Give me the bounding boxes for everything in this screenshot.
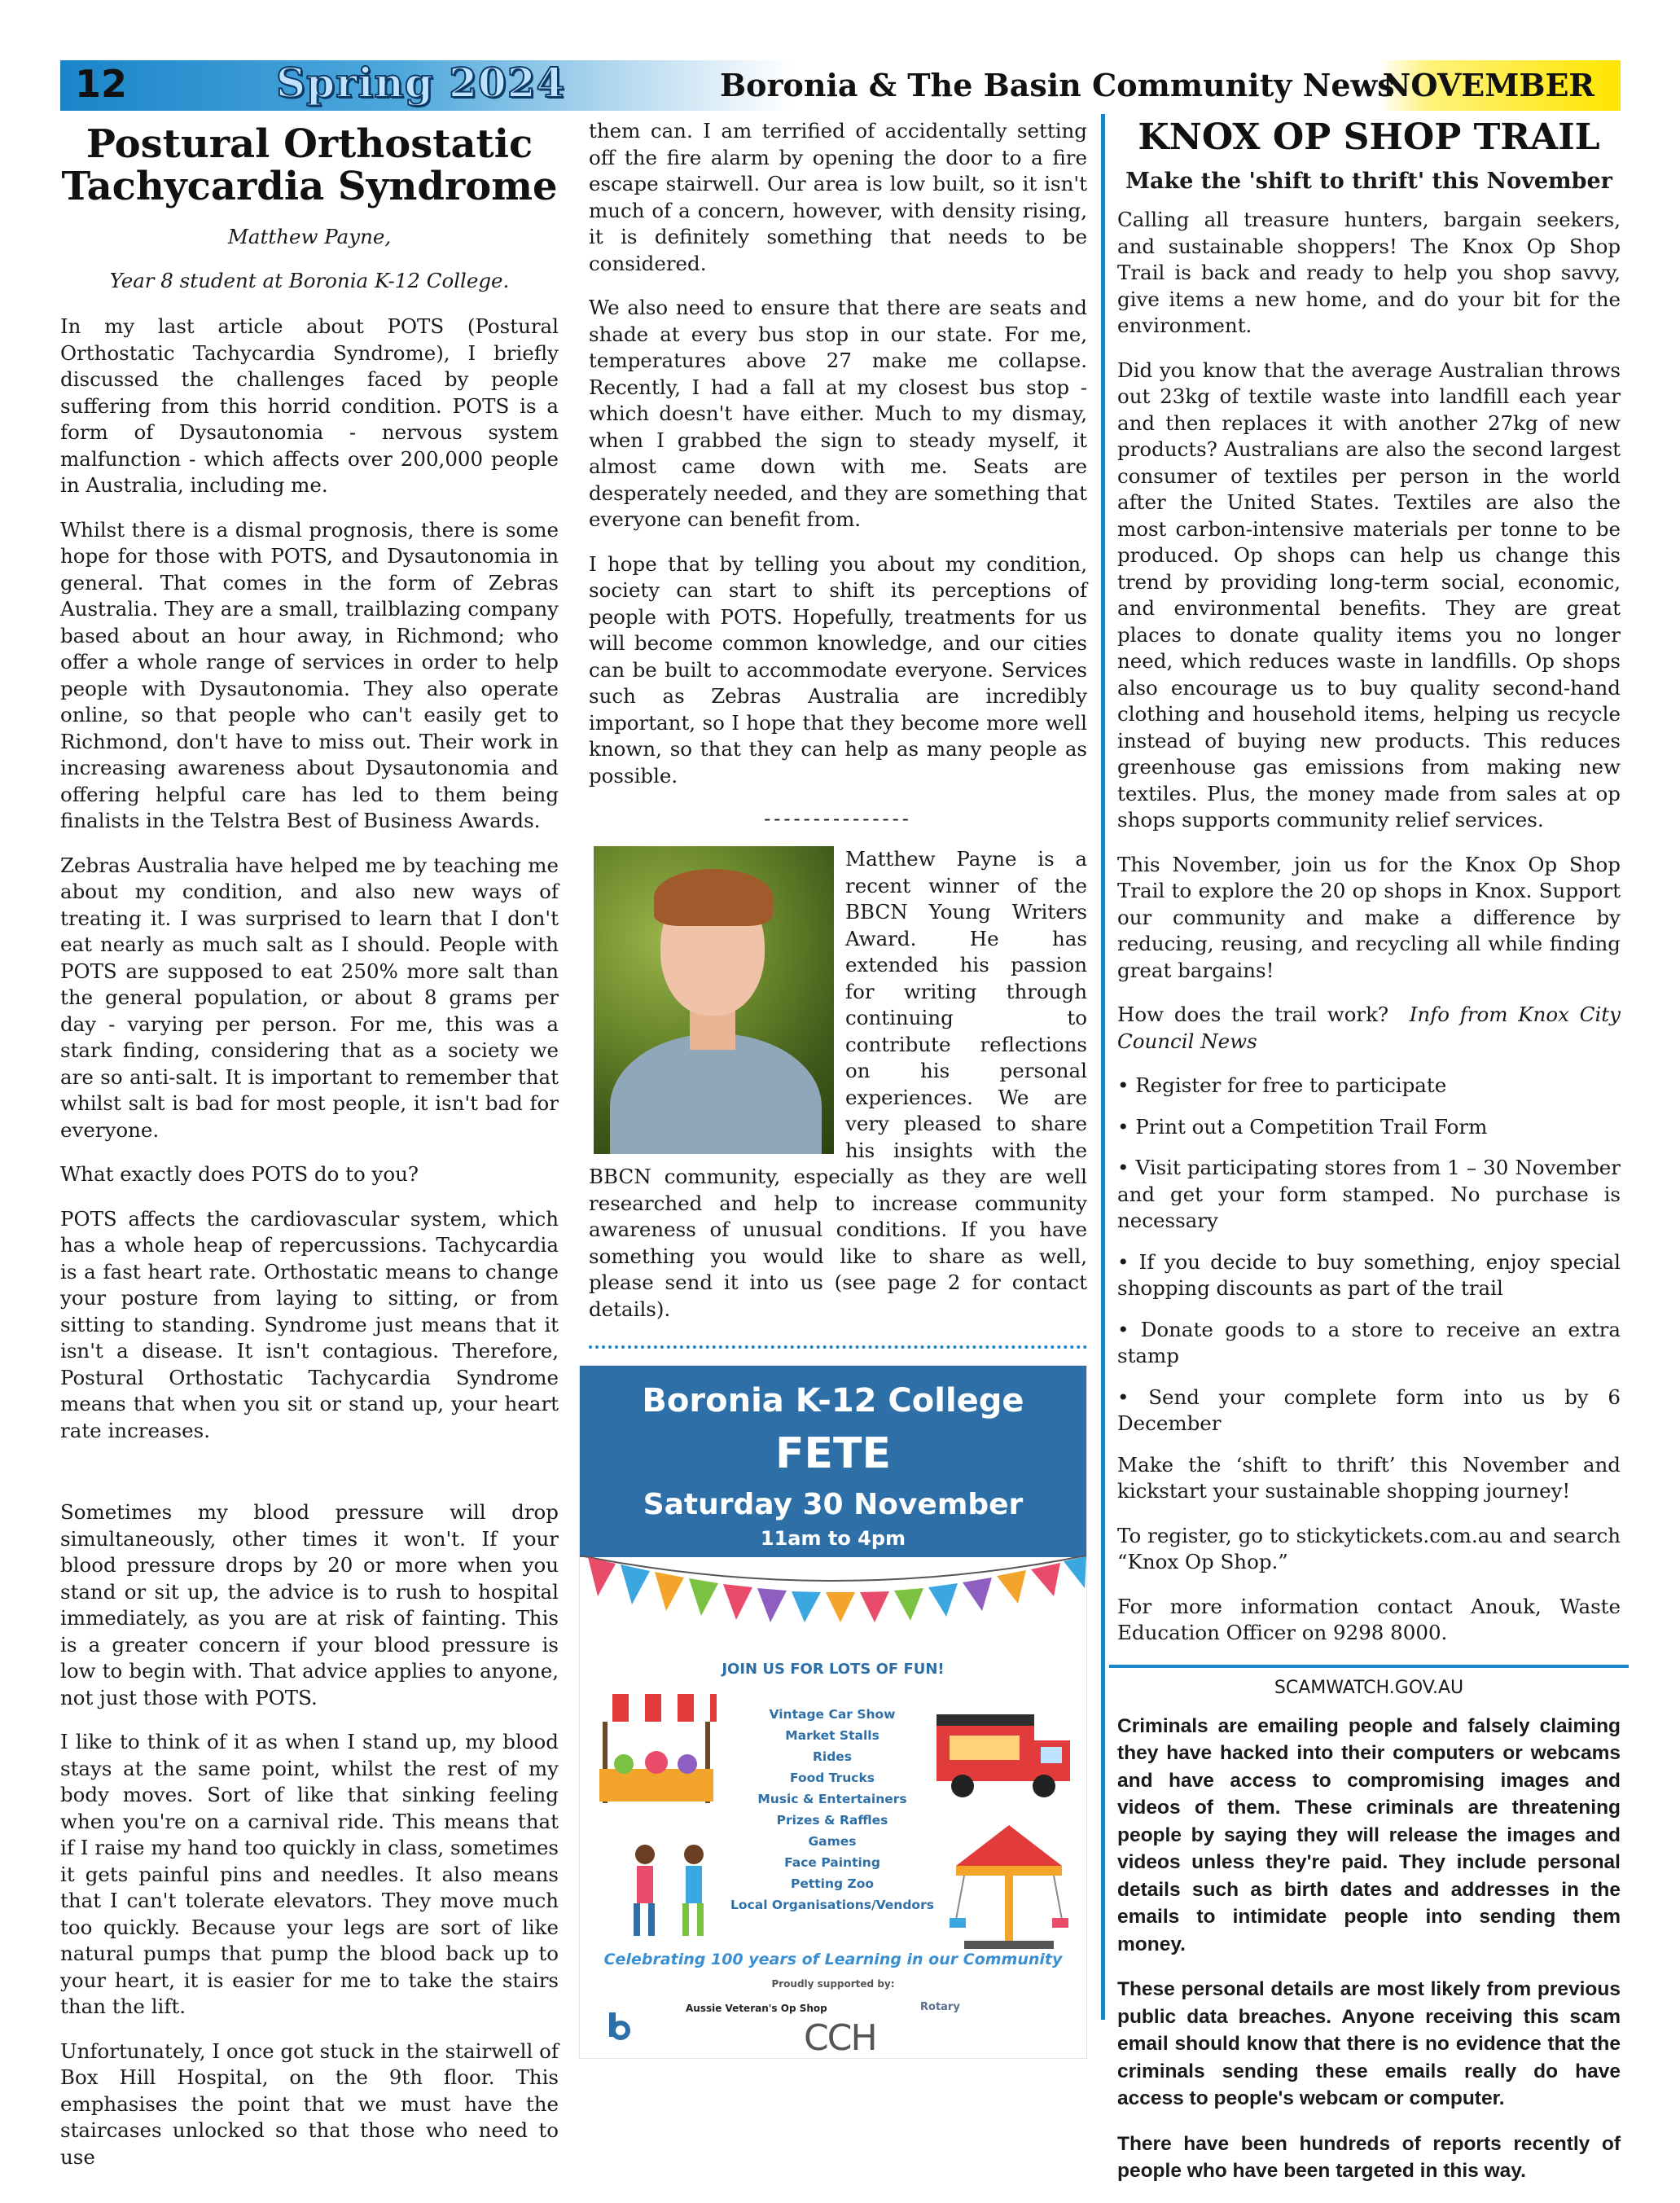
author-name: Matthew Payne, — [227, 225, 392, 248]
poster-time: 11am to 4pm — [760, 1527, 906, 1550]
activity: Music & Entertainers — [757, 1792, 907, 1806]
knox-article — [1117, 118, 1621, 2203]
activity: Rides — [812, 1749, 853, 1764]
poster-celebrating: Celebrating 100 years of Learning in our Community — [603, 1951, 1063, 1968]
scamwatch-title: SCAMWATCH.GOV.AU — [1274, 1677, 1464, 1698]
food-truck-graphic — [930, 1708, 1077, 1806]
activity: Face Painting — [784, 1855, 880, 1870]
article-title: Postural Orthostatic Tachycardia Syndrome — [61, 121, 558, 209]
how-source: Info from Knox City Council News — [1117, 1003, 1621, 1053]
paragraph: Sometimes my blood pressure will drop simultaneously, other times it won't. If your blood pressure drops by 20 or more when you stand or sit up, the advice is to rush to hospital immediately, as you are at risk of fainting. This is a greater concern if your blood pressure is low to begin with. That advice applies to anyone, not just those with POTS. — [60, 1500, 559, 1709]
activity: Prizes & Raffles — [776, 1813, 888, 1828]
scamwatch-body — [1117, 1713, 1621, 2185]
list-item: • Visit participating stores from 1 – 30 November and get your form stamped. No purchase is necessary — [1117, 1156, 1621, 1232]
activity: Vintage Car Show — [769, 1707, 896, 1722]
activities-list — [726, 1704, 938, 1916]
paragraph: These personal details are most likely from previous public data breaches. Anyone receiving this scam email should know that there is no evidence that the criminals sending these emails really do have access to people's webcam or computer. — [1117, 1978, 1621, 2109]
author-role: Year 8 student at Boronia K-12 College. — [109, 269, 510, 292]
bio-text: Matthew Payne is a recent winner of the BBCN Young Writers Award. He has extended his passion for writing through continuing to contribute reflections on his personal experiences. We are very pleased to share his insights with the BBCN community, especially as they are well researched and help to increase community awareness of unusual conditions. If you have something you would like to share as well, please send it into us (see page 2 for contact details). — [589, 847, 1087, 1321]
carousel-graphic — [948, 1822, 1070, 1952]
column-divider — [1101, 114, 1105, 2020]
paragraph: This November, join us for the Knox Op Shop Trail to explore the 20 op shops in Knox. Support our community and make a difference by reducing, reusing, and recycling all while finding great bargains! — [1117, 852, 1621, 982]
byline — [60, 224, 559, 294]
paragraph: Calling all treasure hunters, bargain seekers, and sustainable shoppers! The Knox Op Shop Trail is back and ready to help you shop savvy, give items a new home, and do your bit for the environment. — [1117, 208, 1621, 337]
section-rule — [1109, 1665, 1629, 1668]
paragraph: We also need to ensure that there are seats and shade at every bus stop in our state. For me, temperatures above 27 make me collapse. Recently, I had a fall at my closest bus stop - which doesn't have either. Much to my dismay, when I grabbed the sign to steady myself, it almost came down with me. Seats are desperately needed, and they are something that everyone can benefit from. — [589, 296, 1087, 531]
knox-title: KNOX OP SHOP TRAIL — [1138, 116, 1600, 158]
activity: Market Stalls — [785, 1728, 879, 1743]
pots-article-col2 — [589, 118, 1087, 2059]
page-header — [60, 60, 1621, 111]
paragraph: Unfortunately, I once got stuck in the stairwell of Box Hill Hospital, on the 9th floor. This emphasises the point that we must have the staircases unlocked so that those who need to use — [60, 2038, 559, 2169]
paragraph: I like to think of it as when I stand up, my blood stays at the same point, whilst the rest of my body moves. Sort of like that sinking feeling when you're on a carnival ride. This means that if I raise my hand too quickly in class, sometimes it gets painful pins and needles. It also means that I can't tolerate elevators. They move much too quickly. Because your legs are sort of like natural pumps that pump the blood back up to your heart, it is easier for me to take the stairs than the lift. — [60, 1730, 559, 2018]
activity: Food Trucks — [789, 1771, 875, 1785]
paragraph: For more information contact Anouk, Waste Education Officer on 9298 8000. — [1117, 1594, 1621, 1644]
market-stall-graphic — [591, 1687, 722, 1810]
sponsor-aussie-veterans: Aussie Veteran's Op Shop — [686, 2003, 827, 2014]
activity: Games — [808, 1834, 857, 1849]
poster-supported-by: Proudly supported by: — [771, 1978, 895, 1990]
paragraph: To register, go to stickytickets.com.au and search “Knox Op Shop.” — [1117, 1523, 1621, 1573]
paragraph: What exactly does POTS do to you? — [60, 1162, 419, 1186]
paragraph: POTS affects the cardiovascular system, which has a whole heap of repercussions. Tachycardia is a fast heart rate. Orthostatic means to change your posture from laying to sitting, or from sitting to standing. Syndrome just means that it isn't a disease. It isn't contagious. Therefore, Postural Orthostatic Tachycardia Syndrome means that when you sit or stand up, your heart rate increases. — [60, 1206, 559, 1442]
issue-month: NOVEMBER — [1382, 67, 1594, 103]
list-item: • Register for free to participate — [1117, 1073, 1447, 1097]
paragraph: There have been hundreds of reports recently of people who have been targeted in this way. — [1117, 2132, 1621, 2182]
dancers-graphic — [612, 1838, 735, 1944]
bunting-graphic — [580, 1549, 1086, 1622]
boronia-logo-icon — [603, 2009, 635, 2042]
how-it-works — [1117, 1002, 1621, 1055]
poster-event: FETE — [774, 1429, 892, 1478]
paragraph: In my last article about POTS (Postural Orthostatic Tachycardia Syndrome), I briefly discussed the challenges faced by people suffering from this horrid condition. POTS is a form of Dysautonomia - nervous system malfunction - which affects over 200,000 people in Australia, including me. — [60, 314, 559, 497]
paragraph: Whilst there is a dismal prognosis, there is some hope for those with POTS, and Dysautonomia in general. That comes in the form of Zebras Australia. They are a small, trailblazing company based about an hour away, in Richmond; who offer a whole range of services in order to help people with Dysautonomia. They also operate online, so that people who can't easily get to Richmond, don't have to miss out. Their work in increasing awareness about Dysautonomia and offering helpful care has led to them being finalists in the Telstra Best of Business Awards. — [60, 517, 559, 832]
fete-poster — [579, 1365, 1087, 2059]
sponsor-rotary: Rotary — [920, 2001, 960, 2013]
activity: Petting Zoo — [790, 1876, 875, 1891]
publication-name: Boronia & The Basin Community News — [720, 67, 1395, 103]
author-bio — [589, 846, 1087, 1323]
list-item: • If you decide to buy something, enjoy special shopping discounts as part of the trail — [1117, 1249, 1621, 1300]
paragraph: them can. I am terrified of accidentally setting off the fire alarm by opening the door to a fire escape stairwell. Our area is low built, so it isn't much of a concern, however, with density rising, it is definitely something that needs to be considered. — [589, 119, 1087, 275]
dotted-divider — [589, 1345, 1087, 1349]
page-number: 12 — [75, 62, 128, 106]
season-label: Spring 2024 — [276, 59, 566, 107]
paragraph: Zebras Australia have helped me by teaching me about my condition, and also new ways of treating it. I was surprised to learn that I don't eat nearly as much salt as I should. People with POTS are supposed to eat 250% more salt than the general population, or about 8 grams per day - varying per person. For me, this was a stark finding, considering that as a society we are so anti-salt. It is important to remember that whilst salt is bad for most people, it isn't bad for everyone. — [60, 853, 559, 1142]
poster-banner — [580, 1366, 1086, 1557]
list-item: • Send your complete form into us by 6 December — [1117, 1385, 1621, 1435]
poster-school: Boronia K-12 College — [642, 1382, 1024, 1420]
sponsor-cch: CCH — [804, 2017, 876, 2059]
list-item: • Donate goods to a store to receive an extra stamp — [1117, 1317, 1621, 1367]
list-item: • Print out a Competition Trail Form — [1117, 1114, 1488, 1139]
section-divider: --------------- — [764, 807, 912, 830]
poster-date: Saturday 30 November — [643, 1488, 1024, 1521]
activity: Local Organisations/Vendors — [730, 1898, 934, 1912]
paragraph: Make the ‘shift to thrift’ this November and kickstart your sustainable shopping journey! — [1117, 1452, 1621, 1503]
paragraph: Did you know that the average Australian throws out 23kg of textile waste into landfill each year and then replaces it with another 27kg of new products? Australians are also the second largest consumer of textiles per person in the world after the United States. Textiles are also the most carbon-intensive materials per tonne to be produced. Op shops can help us change this trend by providing long-term social, economic, and environmental benefits. They are great places to donate quality items you no longer need, which reduces waste in landfills. Op shops also encourage us to buy quality second-hand clothing and household items, helping us recycle instead of buying new products. This reduces greenhouse gas emissions from making new textiles. Plus, the money made from sales at op shops supports community relief services. — [1117, 358, 1621, 832]
poster-join: JOIN US FOR LOTS OF FUN! — [722, 1661, 945, 1678]
how-question: How does the trail work? — [1117, 1003, 1389, 1026]
paragraph: Criminals are emailing people and falsely claiming they have hacked into their computers or webcams and have access to compromising images and videos of them. These criminals are threatening people by saying they will release the images and videos unless they're paid. They include personal details such as birth dates and addresses in the emails to intimidate people into sending them money. — [1117, 1714, 1621, 1955]
paragraph: I hope that by telling you about my condition, society can start to shift its perceptions of people with POTS. Hopefully, treatments for us will become common knowledge, and our cities can be built to accommodate everyone. Services such as Zebras Australia are incredibly important, so I hope that they become more well known, so that they can help as many people as possible. — [589, 551, 1087, 788]
knox-subtitle: Make the 'shift to thrift' this November — [1125, 169, 1612, 194]
author-photo — [594, 846, 834, 1154]
pots-article-col1 — [60, 118, 559, 2188]
